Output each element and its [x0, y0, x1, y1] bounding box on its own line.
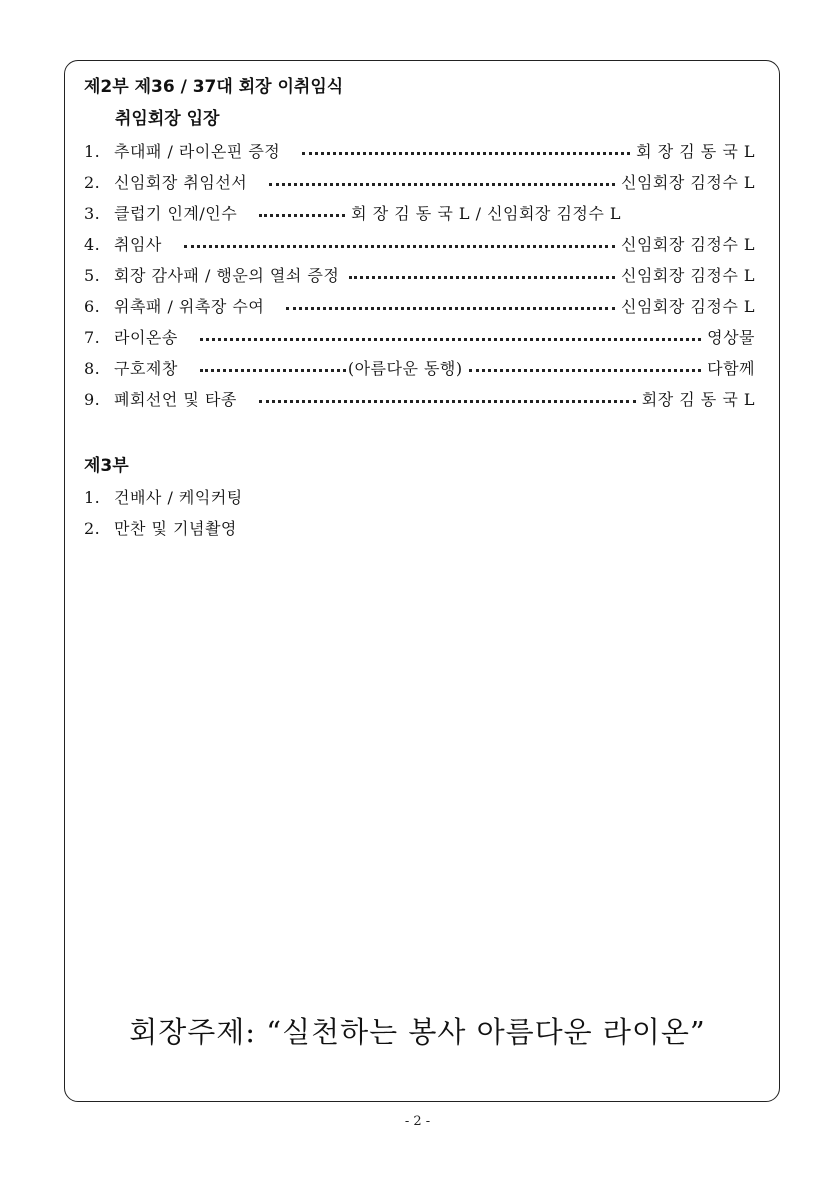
item-text: 만찬 및 기념촬영	[114, 519, 237, 538]
item-number: 6.	[84, 297, 101, 316]
program-item-4	[84, 233, 755, 257]
program-item-3-1	[84, 486, 755, 510]
program-item-6	[84, 295, 755, 319]
item-text: 취임사	[114, 235, 162, 254]
item-number: 2.	[84, 173, 101, 192]
item-presenter: 회 장 김 동 국 L / 신임회장 김정수 L	[351, 204, 622, 223]
item-number: 8.	[84, 359, 101, 378]
item-text: 추대패 / 라이온핀 증정	[114, 142, 281, 161]
part2-subtitle: 취임회장 입장	[115, 109, 220, 129]
dot-leader	[184, 245, 615, 248]
item-text: 건배사 / 케익커팅	[114, 488, 243, 507]
program-item-8	[84, 357, 755, 381]
item-presenter: 신임회장 김정수 L	[621, 173, 755, 192]
item-text: 위촉패 / 위촉장 수여	[114, 297, 265, 316]
program-item-1	[84, 140, 755, 164]
item-number: 3.	[84, 204, 101, 223]
program-item-5	[84, 264, 755, 288]
dot-leader	[200, 369, 346, 372]
part3-title: 제3부	[84, 456, 129, 476]
item-presenter: 다함께	[707, 359, 755, 378]
dot-leader	[286, 307, 615, 310]
item-number: 1.	[84, 488, 101, 507]
page-number: - 2 -	[404, 1114, 431, 1129]
item-text: 회장 감사패 / 행운의 열쇠 증정	[114, 266, 340, 285]
item-note: (아름다운 동행)	[347, 359, 463, 378]
dot-leader	[302, 152, 630, 155]
item-text: 라이온송	[114, 328, 178, 347]
item-number: 4.	[84, 235, 101, 254]
program-item-7	[84, 326, 755, 350]
dot-leader	[200, 338, 701, 341]
program-item-9	[84, 388, 755, 412]
item-text: 클럽기 인계/인수	[114, 204, 238, 223]
dot-leader	[469, 369, 701, 372]
item-number: 7.	[84, 328, 101, 347]
program-item-3	[84, 202, 755, 226]
item-number: 5.	[84, 266, 101, 285]
item-text: 구호제창	[114, 359, 178, 378]
dot-leader	[259, 400, 636, 403]
item-number: 1.	[84, 142, 101, 161]
program-item-3-2	[84, 517, 755, 541]
item-presenter: 신임회장 김정수 L	[621, 297, 755, 316]
item-number: 9.	[84, 390, 101, 409]
item-presenter: 신임회장 김정수 L	[621, 266, 755, 285]
president-motto: 회장주제: “실천하는 봉사 아름다운 라이온”	[129, 1015, 706, 1049]
item-number: 2.	[84, 519, 101, 538]
dot-leader	[269, 183, 615, 186]
item-text: 폐회선언 및 타종	[114, 390, 237, 409]
dot-leader	[349, 276, 615, 279]
program-item-2	[84, 171, 755, 195]
part2-title: 제2부 제36 / 37대 회장 이취임식	[84, 77, 344, 97]
item-text: 신임회장 취임선서	[114, 173, 248, 192]
item-presenter: 회 장 김 동 국 L	[636, 142, 755, 161]
item-presenter: 회장 김 동 국 L	[641, 390, 755, 409]
item-presenter: 영상물	[707, 328, 755, 347]
item-presenter: 신임회장 김정수 L	[621, 235, 755, 254]
dot-leader	[259, 214, 345, 217]
